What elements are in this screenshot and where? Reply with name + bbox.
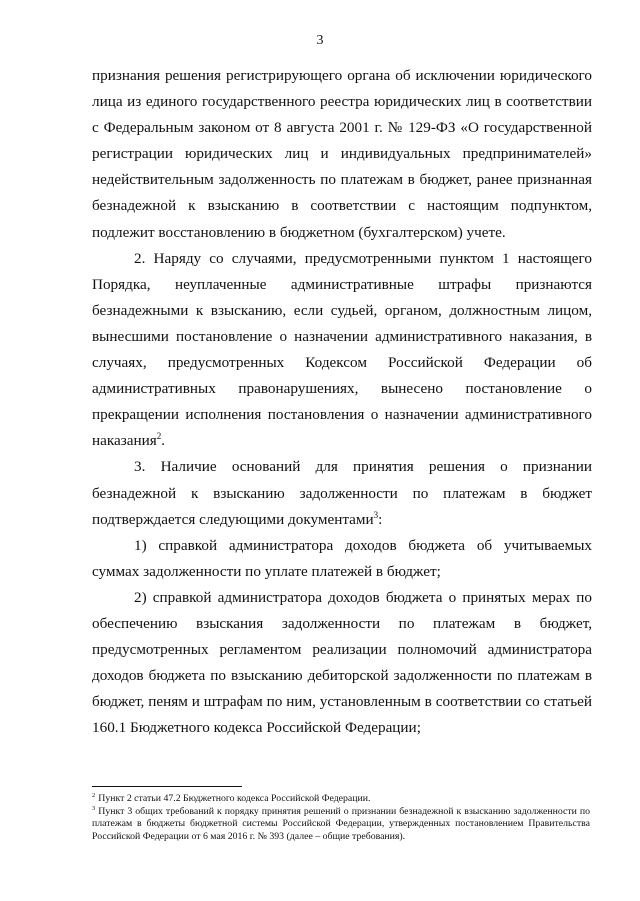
paragraph-text: признания решения регистрирующего органа об исключении юридического лица из единого государственного реестра юридических лиц в соответствии с Федеральным законом от 8 августа 2001 г. № 129-ФЗ «О государственной регистрации юридических лиц и индивидуальных предпринимателей» недействительным задолженность по платежам в бюджет, ранее признанная безнадежной к взысканию в соответствии с настоящим подпунктом, подлежит восстановлению в бюджетном (бухгалтерском) учете.: [92, 67, 592, 241]
footnote-reference[interactable]: 2: [156, 431, 162, 442]
paragraph-text: 1) справкой администратора доходов бюджета об учитываемых суммах задолженности по уплате платежей в бюджет;: [92, 536, 592, 580]
subitem-1: [92, 533, 592, 585]
paragraph-text: 2) справкой администратора доходов бюджета о принятых мерах по обеспечению взыскания задолженности по платежам в бюджет, предусмотренных регламентом реализации полномочий администратора доходов бюджета по взысканию дебиторской задолженности по платежам в бюджет, пеням и штрафам по ним, установленным в соответствии со статьей 160.1 Бюджетного кодекса Российской Федерации;: [92, 588, 592, 737]
footnote-3: [92, 806, 590, 843]
paragraph-item-2: [92, 246, 592, 455]
subitem-2: [92, 585, 592, 742]
paragraph-item-3: [92, 454, 592, 532]
footnote-reference[interactable]: 3: [373, 509, 379, 520]
paragraph-text: 3. Наличие оснований для принятия решения о признании безнадежной к взысканию задолженности по платежам в бюджет подтверждается следующими документами: [92, 458, 592, 528]
footnote-text: Пункт 2 статьи 47.2 Бюджетного кодекса Российской Федерации.: [98, 793, 371, 804]
footnote-number: 3: [92, 804, 96, 812]
footnote-text: Пункт 3 общих требований к порядку принятия решений о признании безнадежной к взысканию задолженности по платежам в бюджеты бюджетной системы Российской Федерации, утвержденных постановлением Правительства Российской Федерации от 6 мая 2016 г. № 393 (далее – общие требования).: [92, 806, 590, 842]
footnote-divider: [92, 786, 242, 787]
paragraph-continuation: [92, 63, 592, 246]
paragraph-tail: .: [161, 432, 166, 450]
footnote-2: [92, 793, 590, 805]
footnotes-section: [92, 793, 590, 844]
footnote-number: 2: [92, 791, 96, 799]
paragraph-text: 2. Наряду со случаями, предусмотренными пунктом 1 настоящего Порядка, неуплаченные административные штрафы признаются безнадежными к взысканию, если судьей, органом, должностным лицом, вынесшими постановление о назначении административного наказания, в случаях, предусмотренных Кодексом Российской Федерации об административных правонарушениях, вынесено постановление о прекращении исполнения постановления о назначении административного наказания: [92, 249, 592, 450]
document-body: [92, 63, 592, 741]
page-number: 3: [316, 33, 324, 48]
paragraph-tail: :: [378, 510, 383, 528]
